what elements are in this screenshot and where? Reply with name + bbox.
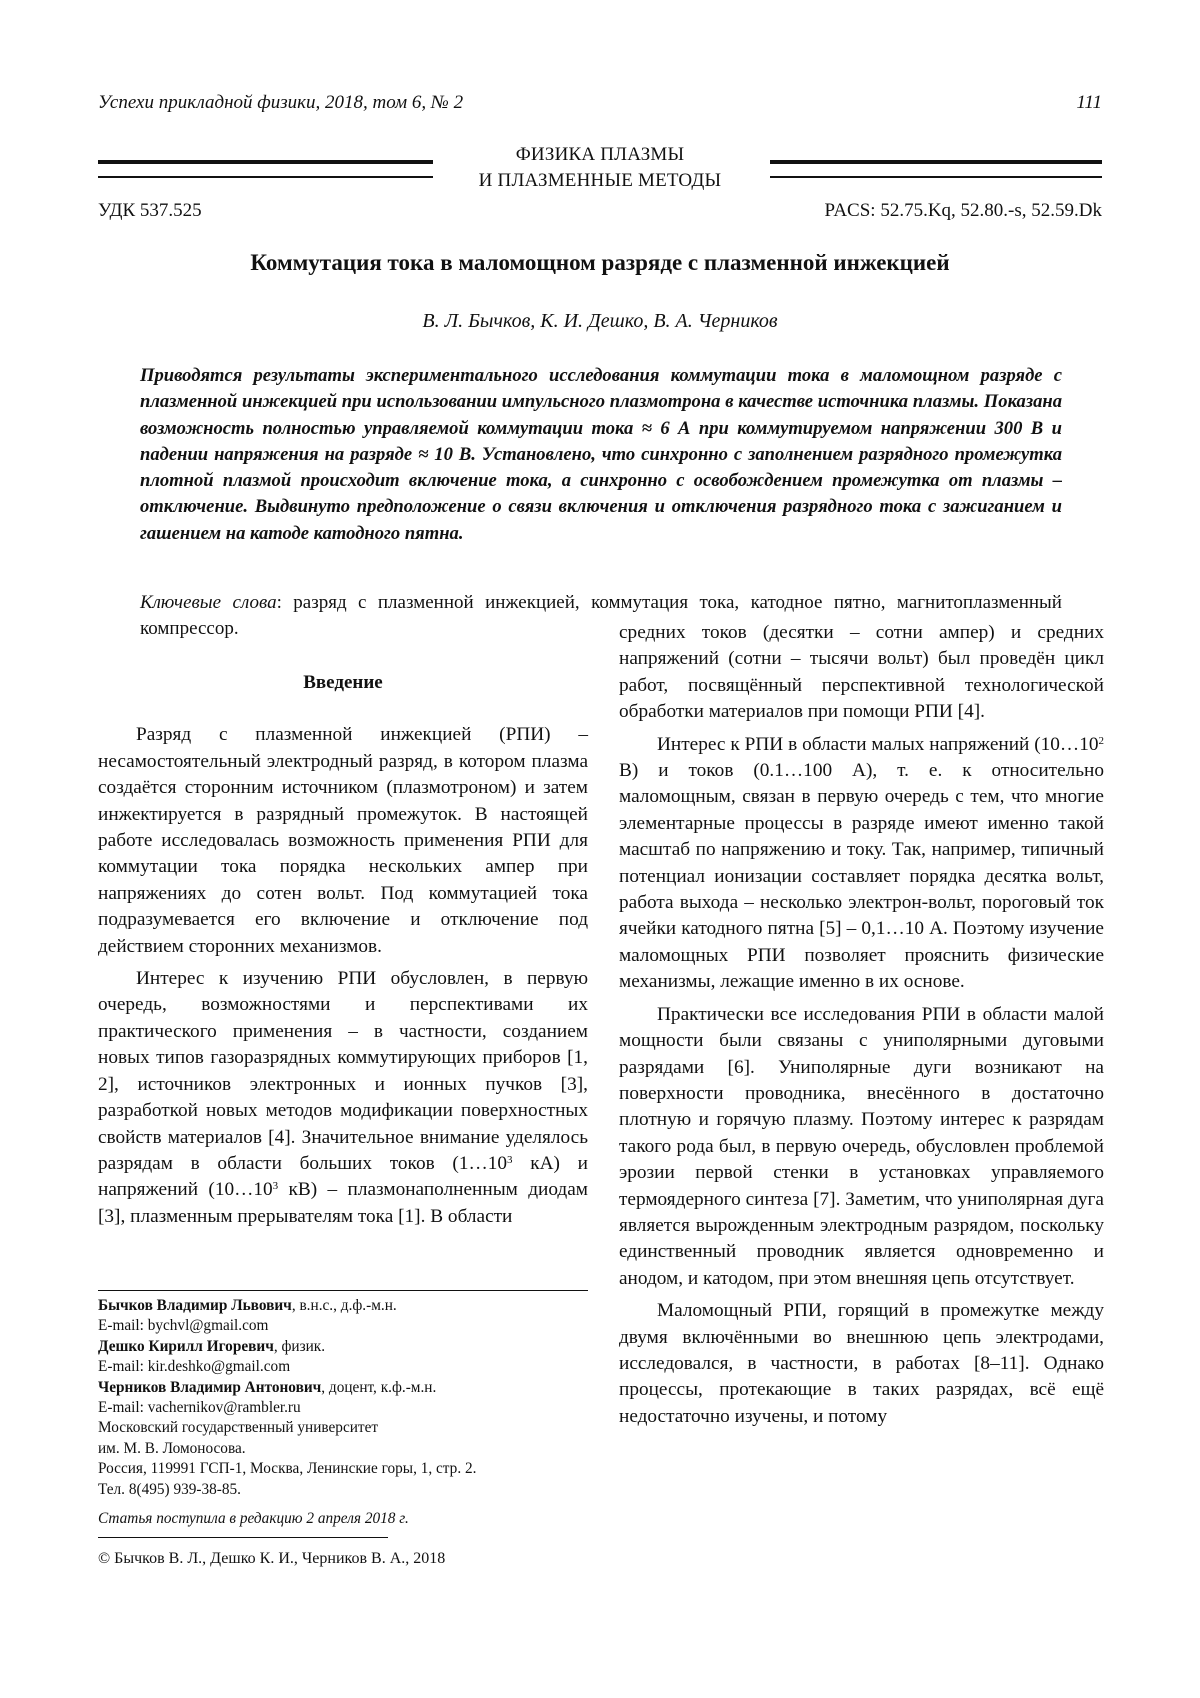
copyright: © Бычков В. Л., Дешко К. И., Черников В. А., 2018 xyxy=(98,1550,446,1567)
right-column xyxy=(619,622,1104,1430)
organization-line-1: Московский государственный университет xyxy=(98,1419,379,1437)
section-rule-right xyxy=(770,160,1102,178)
author-name: Дешко Кирилл Игоревич xyxy=(98,1337,274,1355)
author-3 xyxy=(98,1378,598,1398)
keywords-text: : разряд с плазменной инжекцией, коммутация тока, катодное пятно, магнитоплазменный компрессор. xyxy=(140,592,1062,639)
journal-citation: Успехи прикладной физики, 2018, том 6, № 2 xyxy=(98,92,464,113)
organization-address: Россия, 119991 ГСП-1, Москва, Ленинские горы, 1, стр. 2. xyxy=(98,1460,477,1478)
author-1 xyxy=(98,1296,598,1316)
authors: В. Л. Бычков, К. И. Дешко, В. А. Черников xyxy=(422,310,778,332)
intro-paragraph-1: Разряд с плазменной инжекцией (РПИ) – несамостоятельный электродный разряд, в котором плазма создаётся сторонним источником (плазмотроном) и затем инжектируется в разрядный промежуток. В настоящей работе исследовалась возможность применения РПИ для коммутации тока порядка нескольких ампер при напряжениях до сотен вольт. Под коммутацией тока подразумевается его включение и отключение под действием сторонних механизмов. xyxy=(98,724,588,957)
author-footnote xyxy=(98,1296,598,1500)
superscript: 2 xyxy=(1098,734,1104,747)
text-run: кА) и напряжений (10…10 xyxy=(98,1152,588,1201)
page-number: 111 xyxy=(1076,92,1102,113)
author-name: Черников Владимир Антонович xyxy=(98,1378,322,1396)
intro-paragraph-6: Маломощный РПИ, горящий в промежутке между двумя включёнными во внешнюю цепь электродами, исследовался, в частности, в работах [8–11]. Однако процессы, протекающие в таких разрядах, всё ещё недостаточно изучены, и потому xyxy=(619,1300,1104,1427)
author-1-email: E-mail: bychvl@gmail.com xyxy=(98,1317,269,1335)
superscript: 3 xyxy=(507,1153,513,1166)
author-3-email: E-mail: vachernikov@rambler.ru xyxy=(98,1399,301,1417)
paper-title: Коммутация тока в маломощном разряде с плазменной инжекцией xyxy=(250,250,950,275)
author-2-email: E-mail: kir.deshko@gmail.com xyxy=(98,1358,291,1376)
section-heading-line1: ФИЗИКА ПЛАЗМЫ xyxy=(515,144,685,165)
intro-paragraph-5: Практически все исследования РПИ в области малой мощности были связаны с униполярными дуговыми разрядами [6]. Униполярные дуги возникают на поверхности проводника, внесённого в достаточно плотную и горячую плазму. Поэтому интерес к разрядам такого рода был, в первую очередь, обусловлен проблемой эрозии первой стенки в установках управляемого термоядерного синтеза [7]. Заметим, что униполярная дуга является вырожденным электродным разрядом, поскольку единственный проводник является одновременно и анодом, и катодом, при этом внешняя цепь отсутствует. xyxy=(619,1003,1104,1289)
copyright-divider xyxy=(98,1537,388,1538)
organization-phone: Тел. 8(495) 939-38-85. xyxy=(98,1480,241,1498)
intro-paragraph-3: средних токов (десятки – сотни ампер) и средних напряжений (сотни – тысячи вольт) был проведён цикл работ, посвящённый перспективной технологической обработки материалов при помощи РПИ [4]. xyxy=(619,622,1104,723)
footnote-divider xyxy=(98,1290,588,1291)
author-role: , в.н.с., д.ф.-м.н. xyxy=(291,1297,397,1314)
superscript: 3 xyxy=(272,1180,279,1193)
pacs-codes: PACS: 52.75.Kq, 52.80.-s, 52.59.Dk xyxy=(824,200,1102,221)
section-rule-left xyxy=(98,160,433,178)
udc-code: УДК 537.525 xyxy=(98,200,202,221)
text-run: Интерес к изучению РПИ обусловлен, в первую очередь, возможностями и перспективами их практического применения – в частности, созданием новых типов газоразрядных коммутирующих приборов [1, 2], источников электронных и ионных пучков [3], разработкой новых методов модификации поверхностных свойств материалов [4]. Значительное внимание уделялось разрядам в области больших токов (1…10 xyxy=(98,968,588,1174)
intro-paragraph-4 xyxy=(619,732,1104,996)
received-date: Статья поступила в редакцию 2 апреля 2018 г. xyxy=(98,1510,409,1527)
section-heading xyxy=(430,142,770,194)
abstract: Приводятся результаты экспериментального исследования коммутации тока в маломощном разряде с плазменной инжекцией при использовании импульсного плазмотрона в качестве источника плазмы. Показана возможность полностью управляемой коммутации тока ≈ 6 А при коммутируемом напряжении 300 В и падении напряжения на разряде ≈ 10 В. Установлено, что синхронно с заполнением разрядного промежутка плотной плазмой происходит включение тока, а синхронно с освобождением промежутка от плазмы – отключение. Выдвинуто предположение о связи включения и отключения разрядного тока с зажиганием и гашением на катоде катодного пятна. xyxy=(140,365,1062,544)
author-role: , физик. xyxy=(273,1337,326,1355)
intro-paragraph-2 xyxy=(98,966,588,1230)
left-column xyxy=(98,670,588,1230)
organization-line-2: им. М. В. Ломоносова. xyxy=(98,1439,246,1457)
text-run: В) и токов (0.1…100 А), т. е. к относительно маломощным, связан в первую очередь с тем, что многие элементарные процессы в разряде имеют именно такой масштаб по напряжению и току. Так, например, типичный потенциал ионизации составляет порядка десятка вольт, работа выхода – несколько электрон-вольт, пороговый ток ячейки катодного пятна [5] – 0,1…10 А. Поэтому изучение маломощных РПИ позволяет прояснить физические механизмы, лежащие именно в их основе. xyxy=(619,760,1104,993)
text-run: Интерес к РПИ в области малых напряжений (10…10 xyxy=(657,733,1099,755)
author-2 xyxy=(98,1337,598,1357)
running-head xyxy=(98,92,1102,120)
author-name: Бычков Владимир Львович xyxy=(98,1297,292,1314)
introduction-heading: Введение xyxy=(303,672,383,693)
section-heading-line2: И ПЛАЗМЕННЫЕ МЕТОДЫ xyxy=(478,170,722,191)
text-run: кВ) – плазмонаполненным диодам [3], плазменным прерывателям тока [1]. В области xyxy=(98,1179,589,1227)
author-role: , доцент, к.ф.-м.н. xyxy=(321,1378,437,1396)
keywords-label: Ключевые слова xyxy=(140,592,277,613)
